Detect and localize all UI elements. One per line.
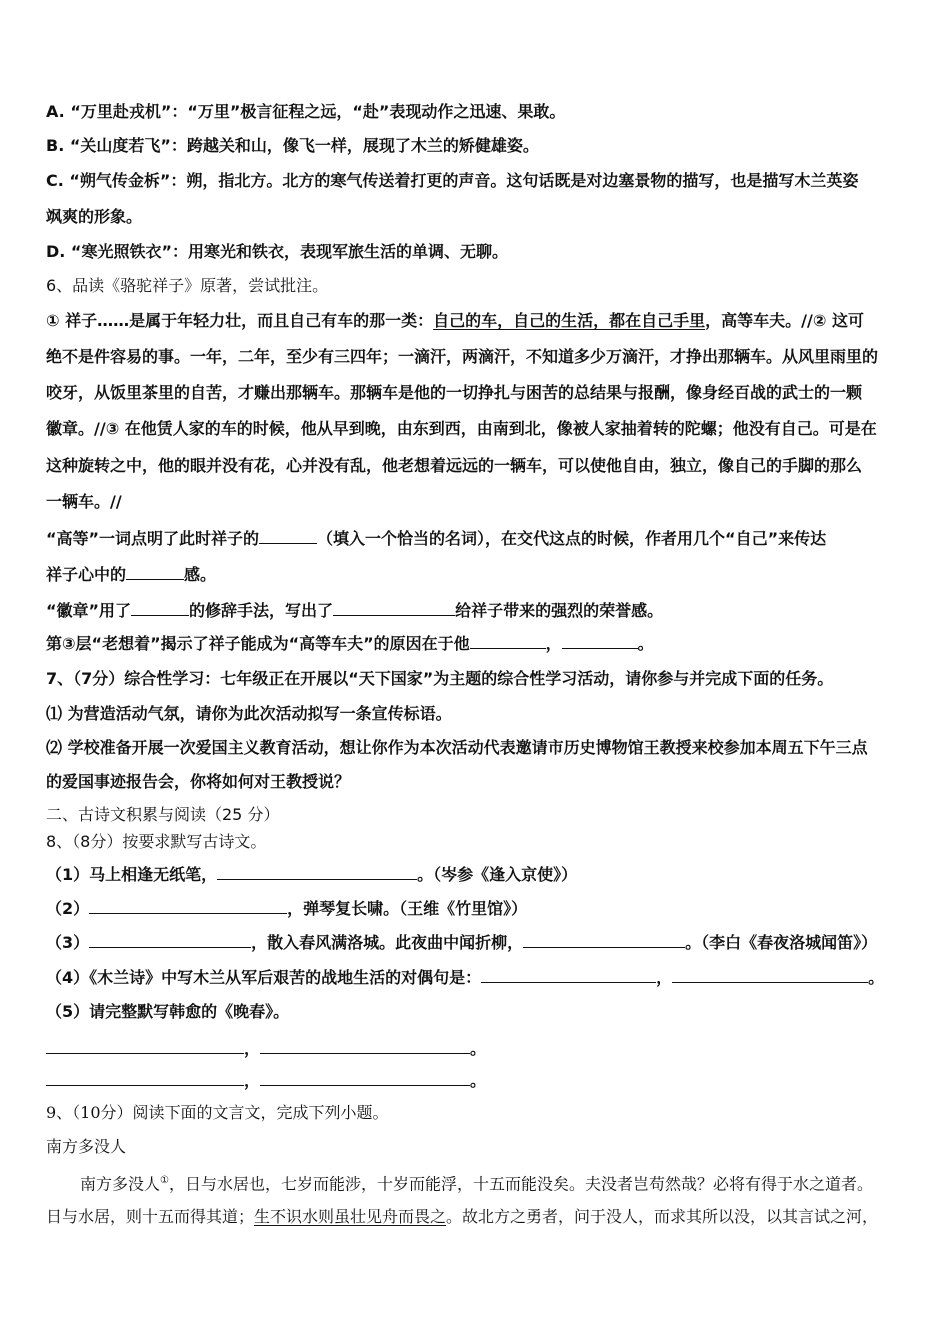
prompt-text: ， (545, 634, 562, 653)
answer-blank[interactable] (89, 898, 287, 914)
prompt-text: 感。 (184, 565, 217, 584)
answer-blank[interactable] (46, 1070, 244, 1086)
q9-title: 9、（10分）阅读下面的文言文，完成下列小题。 (46, 1103, 389, 1122)
punctuation: ， (244, 1039, 261, 1058)
passage-text: 日与水居，则十五而得其道； (46, 1207, 255, 1226)
q6-passage-line2: 绝不是件容易的事。一年，二年，至少有三四年；一滴汗，两滴汗，不知道多少万滴汗，才挣出那辆车。从风里雨里的 (46, 347, 879, 366)
answer-blank[interactable] (126, 564, 184, 580)
q6-sub1 (46, 528, 906, 550)
underlined-phrase: 生不识水则虽壮见舟而畏之 (254, 1207, 447, 1226)
answer-blank[interactable] (672, 967, 868, 983)
punctuation: 。 (470, 1071, 487, 1090)
option-d: D. “寒光照铁衣”：用寒光和铁衣，表现军旅生活的单调、无聊。 (46, 242, 508, 261)
answer-blank[interactable] (523, 932, 685, 948)
passage-text: ① 祥子……是属于年轻力壮，而且自己有车的那一类： (46, 311, 434, 330)
answer-blank[interactable] (46, 1038, 244, 1054)
prompt-text: ， (656, 968, 673, 987)
prompt-text: 。（岑参《逢入京使》） (417, 865, 578, 884)
q6-passage-line3: 咬牙，从饭里茶里的自苦，才赚出那辆车。那辆车是他的一切挣扎与困苦的总结果与报酬，像身经百战的武士的一颗 (46, 383, 863, 402)
option-a: A. “万里赴戎机”：“万里”极言征程之远，“赴”表现动作之迅速、果敢。 (46, 102, 566, 121)
option-c-line1: C. “朔气传金柝”：朔，指北方。北方的寒气传送着打更的声音。这句话既是对边塞景物的描写，也是描写木兰英姿 (46, 171, 859, 190)
prompt-text: ，弹琴复长啸。（王维《竹里馆》） (287, 899, 528, 918)
prompt-text: 。 (868, 968, 885, 987)
q7-title: 7、（7分）综合性学习：七年级正在开展以“天下国家”为主题的综合性学习活动，请你参与并完成下面的任务。 (46, 669, 834, 688)
q6-title: 6、品读《骆驼祥子》原著，尝试批注。 (46, 276, 329, 295)
prompt-text: 。 (637, 634, 654, 653)
option-c-line2: 飒爽的形象。 (46, 207, 143, 226)
answer-blank[interactable] (89, 932, 251, 948)
footnote-mark: ① (160, 1175, 169, 1186)
prompt-text: （3） (46, 933, 90, 952)
q8-item3 (46, 932, 906, 954)
q8-poem-line2 (46, 1070, 906, 1092)
q7-task1: ⑴ 为营造活动气氛，请你为此次活动拟写一条宣传标语。 (46, 704, 452, 723)
section-heading: 二、古诗文积累与阅读（25 分） (46, 805, 280, 824)
q8-item1 (46, 864, 906, 886)
prompt-text: （填入一个恰当的名词），在交代这点的时候，作者用几个“自己”来传达 (317, 529, 827, 548)
q6-passage-line5: 这种旋转之中，他的眼并没有花，心并没有乱，他老想着远远的一辆车，可以使他自由，独立，像自己的手脚的那么 (46, 456, 863, 475)
passage-text: ，高等车夫。//② 这可 (705, 311, 864, 330)
passage-text: 。故北方之勇者，问于没人，而求其所以没，以其言试之河， (446, 1207, 879, 1226)
q9-passage-line1 (80, 1170, 906, 1195)
underlined-phrase: 自己的车，自己的生活，都在自己手里 (433, 311, 706, 330)
prompt-text: （2） (46, 899, 90, 918)
q8-poem-line1 (46, 1038, 906, 1060)
q8-item2 (46, 898, 906, 920)
q6-passage-line1 (46, 310, 906, 332)
q8-item5: （5）请完整默写韩愈的《晚春》。 (46, 1002, 290, 1021)
prompt-text: 的修辞手法，写出了 (189, 601, 334, 620)
answer-blank[interactable] (481, 967, 656, 983)
prompt-text: （1）马上相逢无纸笔， (46, 865, 218, 884)
answer-blank[interactable] (260, 1038, 470, 1054)
prompt-text: （4）《木兰诗》中写木兰从军后艰苦的战地生活的对偶句是： (46, 968, 482, 987)
prompt-text: 祥子心中的 (46, 565, 127, 584)
q9-text-title: 南方多没人 (46, 1137, 127, 1156)
q6-sub3 (46, 633, 906, 655)
q6-sub2 (46, 600, 906, 622)
q7-task2-line1: ⑵ 学校准备开展一次爱国主义教育活动，想让你作为本次活动代表邀请市历史博物馆王教授来校参加本周五下午三点 (46, 738, 868, 757)
q6-sub1-cont (46, 564, 906, 586)
q8-item4 (46, 967, 906, 989)
q8-title: 8、（8分）按要求默写古诗文。 (46, 832, 267, 851)
prompt-text: 第③层“老想着”揭示了祥子能成为“高等车夫”的原因在于他 (46, 634, 470, 653)
answer-blank[interactable] (562, 633, 638, 649)
punctuation: 。 (470, 1039, 487, 1058)
passage-text: ，日与水居也，七岁而能涉，十岁而能浮，十五而能没矣。夫没者岂苟然哉？必将有得于水之道者。 (168, 1174, 873, 1194)
answer-blank[interactable] (260, 1070, 470, 1086)
q6-passage-line6: 一辆车。// (46, 492, 122, 511)
q6-passage-line4: 徽章。//③ 在他赁人家的车的时候，他从早到晚，由东到西，由南到北，像被人家抽着转的陀螺；他没有自己。可是在 (46, 419, 877, 438)
answer-blank[interactable] (259, 528, 317, 544)
answer-blank[interactable] (470, 633, 546, 649)
punctuation: ， (244, 1071, 261, 1090)
passage-text: 南方多没人 (80, 1174, 161, 1194)
option-b: B. “关山度若飞”：跨越关和山，像飞一样，展现了木兰的矫健雄姿。 (46, 136, 539, 155)
prompt-text: ，散入春风满洛城。此夜曲中闻折柳， (251, 933, 524, 952)
prompt-text: “高等”一词点明了此时祥子的 (46, 529, 260, 548)
answer-blank[interactable] (217, 864, 417, 880)
answer-blank[interactable] (333, 600, 455, 616)
q9-passage-line2 (46, 1206, 906, 1228)
prompt-text: “徽章”用了 (46, 601, 132, 620)
q7-task2-line2: 的爱国事迹报告会，你将如何对王教授说？ (46, 772, 351, 791)
prompt-text: 给祥子带来的强烈的荣誉感。 (455, 601, 664, 620)
prompt-text: 。（李白《春夜洛城闻笛》） (685, 933, 878, 952)
answer-blank[interactable] (131, 600, 189, 616)
